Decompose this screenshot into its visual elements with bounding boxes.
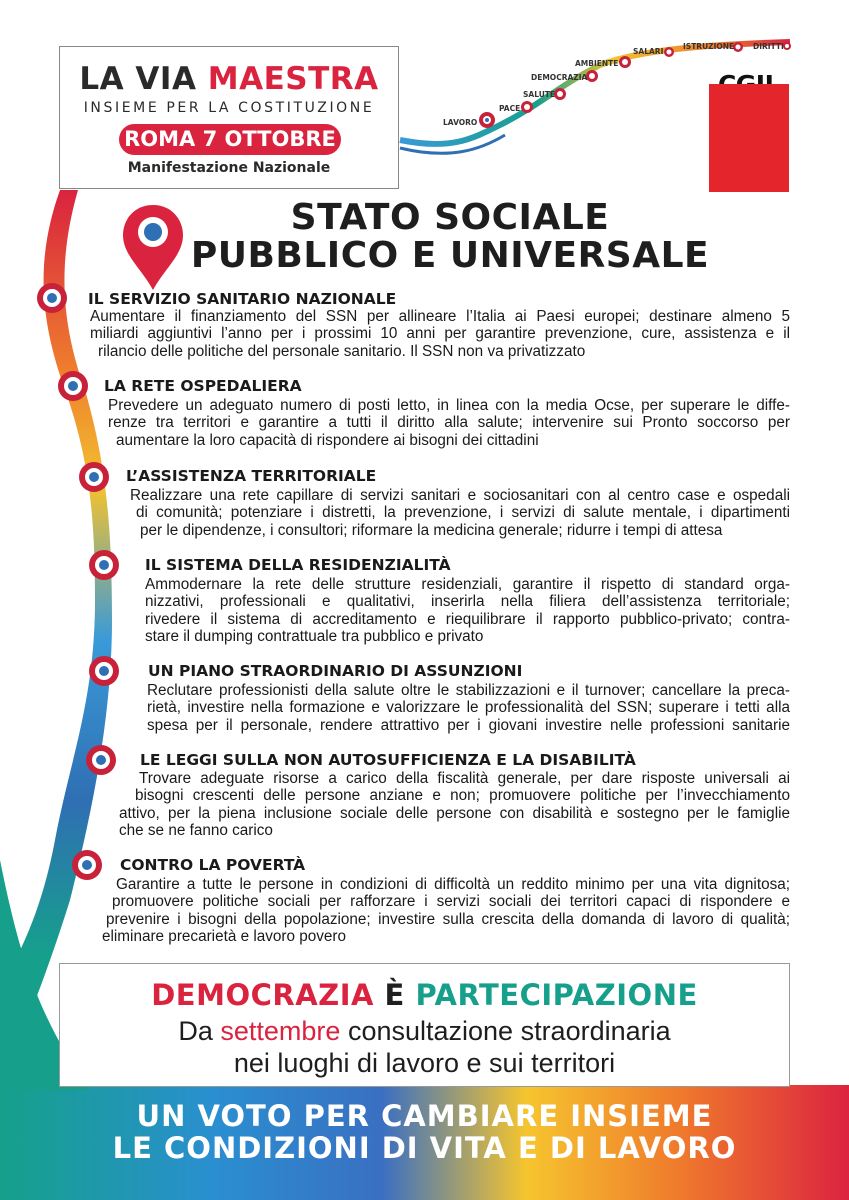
section-marker-icon	[72, 850, 102, 880]
section-body-non-autosufficienza: Trovare adeguate risorse a carico della fiscalità generale, per dare risposte universali ai bisogni crescenti delle persone anziane e non; promuovere politiche per l’invecchiamento attivo, per la piena inclusione sociale delle persone con disabilità e sostegno per le famiglie che se ne fanno carico	[119, 770, 790, 840]
consultazione-line2: nei luoghi di lavoro e sui territori	[233, 1048, 616, 1078]
header-date-badge: ROMA 7 OTTOBRE	[119, 124, 341, 155]
section-title-poverta: CONTRO LA POVERTÀ	[120, 856, 306, 874]
main-title-line2: PUBBLICO E UNIVERSALE	[190, 235, 710, 276]
section-body-assunzioni: Reclutare professionisti della salute oltre le stabilizzazioni e il turnover; cancellare la preca- rietà, investire nella formazione e valorizzare le professionalità del SSN; superare i tetti alla spesa per il personale, rendere attrattivo per i giovani investire nelle professioni sanitarie	[147, 682, 790, 734]
section-marker-icon	[89, 550, 119, 580]
section-title-rete-ospedaliera: LA RETE OSPEDALIERA	[104, 377, 302, 395]
section-marker-icon	[58, 371, 88, 401]
timeline-label-ambiente: AMBIENTE	[575, 59, 619, 68]
section-marker-icon	[89, 656, 119, 686]
timeline-pin-democrazia	[586, 70, 598, 82]
timeline-label-democrazia: DEMOCRAZIA	[531, 73, 588, 82]
footer-line1: UN VOTO PER CAMBIARE INSIEME	[136, 1099, 713, 1133]
timeline-label-istruzione: ISTRUZIONE	[683, 42, 735, 51]
section-marker-icon	[79, 462, 109, 492]
section-marker-icon	[86, 745, 116, 775]
section-title-ssn: IL SERVIZIO SANITARIO NAZIONALE	[88, 290, 397, 308]
section-body-poverta: Garantire a tutte le persone in condizioni di difficoltà un reddito minimo per una vita dignitosa; promuovere politiche sociali per rafforzare i servizi sociali dei territori capaci di rispondere e prevenire i bisogni della popolazione; investire sulla crescita della domanda di lavoro di qualità; eliminare precarietà e lavoro povero	[102, 876, 790, 946]
section-title-assistenza-territoriale: L’ASSISTENZA TERRITORIALE	[126, 467, 377, 485]
timeline-label-diritti: DIRITTI	[753, 42, 784, 51]
timeline-pin-salute	[554, 88, 566, 100]
democrazia-heading: DEMOCRAZIA È PARTECIPAZIONE	[151, 978, 698, 1012]
location-pin-icon	[123, 205, 183, 290]
main-title	[180, 199, 720, 275]
section-body-ssn: Aumentare il finanziamento del SSN per allineare l’Italia ai Paesi europei; destinare almeno 5 miliardi aggiuntivi l’anno per i prossimi 10 anni per garantire prevenzione, cure, assistenza e il rilancio delle politiche del personale sanitario. Il SSN non va privatizzato	[90, 308, 790, 360]
section-title-residenzialita: IL SISTEMA DELLA RESIDENZIALITÀ	[145, 556, 451, 574]
section-marker-icon	[37, 283, 67, 313]
timeline-label-salari: SALARI	[633, 47, 664, 56]
section-title-non-autosufficienza: LE LEGGI SULLA NON AUTOSUFFICIENZA E LA DISABILITÀ	[140, 751, 636, 769]
timeline-label-pace: PACE	[499, 104, 521, 113]
timeline-pin-istruzione	[733, 42, 743, 52]
timeline-pin-salari	[664, 47, 674, 57]
consultazione-line1: Da settembre consultazione straordinaria	[178, 1016, 671, 1046]
header-subtitle: INSIEME PER LA COSTITUZIONE	[83, 100, 375, 116]
section-body-assistenza-territoriale: Realizzare una rete capillare di servizi sanitari e sociosanitari con al centro case e ospedali di comunità; potenziare i distretti, la prevenzione, i servizi di salute mentale, i dipartimenti per le dipendenze, i consultori; riformare la medicina generale; ridurre i tempi di attesa	[130, 487, 790, 539]
section-body-rete-ospedaliera: Prevedere un adeguato numero di posti letto, in linea con la media Ocse, per superare le diffe- renze tra territori e garantire a tutti il diritto alla salute; intervenire sui Pronto soccorso per aumentare la loro capacità di rispondere ai bisogni dei cittadini	[108, 397, 790, 449]
timeline-pin-pace	[521, 101, 533, 113]
header-event: Manifestazione Nazionale	[127, 160, 331, 176]
timeline-label-salute: SALUTE	[523, 90, 556, 99]
header-title: LA VIA MAESTRA	[79, 61, 379, 97]
header-box	[59, 46, 399, 189]
timeline-pin-lavoro	[479, 112, 495, 128]
timeline-label-lavoro: LAVORO	[443, 118, 478, 127]
cgil-logo	[709, 84, 789, 192]
democrazia-box	[59, 963, 790, 1087]
main-title-line1: STATO SOCIALE	[290, 197, 610, 238]
section-title-assunzioni: UN PIANO STRAORDINARIO DI ASSUNZIONI	[148, 662, 523, 680]
section-body-residenzialita: Ammodernare la rete delle strutture residenziali, garantire il rispetto di standard orga- nizzativi, professionali e qualitativi, inserirla nella filiera dell’assistenza territoriale; rivedere il sistema di accreditamento e riequilibrare il rapporto pubblico-privato; contra- stare il dumping contrattuale tra pubblico e privato	[145, 576, 790, 646]
timeline-pin-diritti	[783, 42, 791, 50]
timeline-pin-ambiente	[619, 56, 631, 68]
footer-line2: LE CONDIZIONI DI VITA E DI LAVORO	[112, 1131, 737, 1165]
